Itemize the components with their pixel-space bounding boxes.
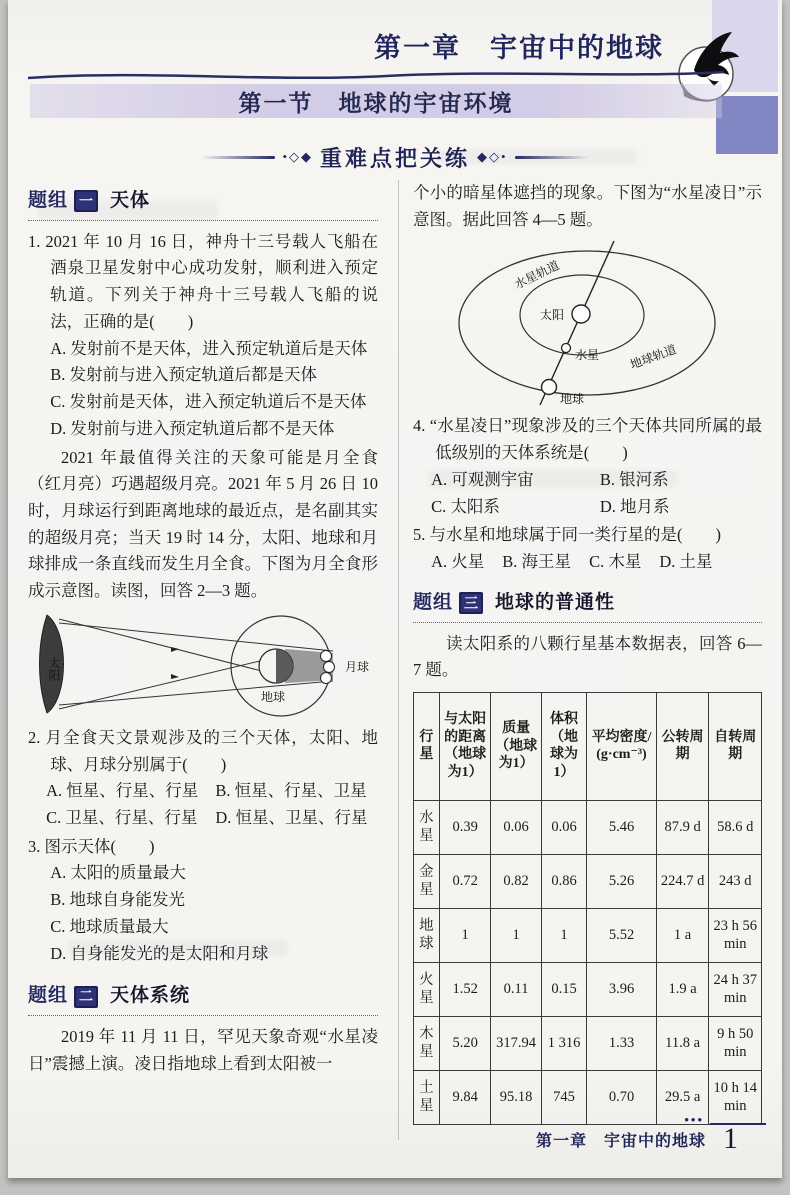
question-5-option-a: A. 火星 [431,552,485,572]
cell: 0.39 [439,800,491,854]
mercury-circle [562,344,571,353]
cell: 1 a [656,908,709,962]
group-header-1 [28,186,378,221]
question-3-option-c: C. 地球质量最大 [50,916,169,936]
group-number-badge: 一 [74,190,98,212]
eclipse-intro-paragraph: 2021 年最值得关注的天象可能是月全食（红月亮）巧遇超级月亮。2021 年 5 月 26 日 10 时，月球运行到距离地球的最近点，是名副其实的超级月亮；当天 19 时 14 分，太阳、地球和月球排成一条直线而发生月全食。下图为月全食形成示意图。读图，回答 2—3 题。 [28,447,378,601]
cell: 土星 [413,1070,439,1124]
col-header-density: 平均密度/ (g·cm⁻³) [587,692,656,800]
group-header-3 [413,588,762,623]
group-prefix: 题组 [412,591,453,613]
cell: 5.20 [439,1016,491,1070]
group-prefix: 题组 [28,985,69,1007]
group-title: 地球的普通性 [495,591,616,613]
cell: 745 [541,1070,587,1124]
footer-chapter: 第一章 宇宙中的地球 [535,1133,706,1150]
page-footer [346,1114,766,1162]
question-1: 1. 2021 年 10 月 16 日，神舟十三号载人飞船在酒泉卫星发射中心成功发射，顺利进入预定轨道。下列关于神舟十三号载人飞船的说法，正确的是( ) [28,231,378,331]
question-3-option-a: A. 太阳的质量最大 [50,863,186,883]
transit-intro-paragraph-right: 个小的暗星体遮挡的现象。下图为“水星凌日”示意图。据此回答 4—5 题。 [412,183,762,229]
question-5-option-d: D. 土星 [659,552,713,572]
cell: 1.9 a [656,962,709,1016]
content-columns [28,180,762,1140]
cell: 1 [491,908,541,962]
col-header-mass: 质量（地球为1） [491,692,541,800]
cell: 1 [439,908,491,962]
section-title-banner [30,84,722,118]
table-row-earth [413,908,761,962]
question-4-option-c: C. 太阳系 [431,496,500,516]
question-2: 2. 月全食天文景观涉及的三个天体，太阳、地球、月球分别属于( ) [28,727,378,774]
left-column [28,180,378,1140]
earth-label: 地球 [260,689,285,704]
question-1-option-b: B. 发射前与进入预定轨道后都是天体 [50,365,318,385]
group-number-badge: 三 [459,592,483,614]
cell: 1.52 [439,962,491,1016]
cell: 0.15 [541,962,587,1016]
question-3-option-d: D. 自身能发光的是太阳和月球 [50,943,269,963]
question-5-option-b: B. 海王星 [502,552,572,572]
diamond-ornament-right: ◆◇• [477,149,508,164]
mercury-transit-diagram [432,237,742,409]
col-header-orbital-period: 公转周期 [656,692,709,800]
cell: 10 h 14 min [709,1070,762,1124]
sun-label: 太阳 [540,308,565,323]
cell: 金星 [413,854,439,908]
cell: 224.7 d [656,854,709,908]
question-5: 5. 与水星和地球属于同一类行星的是( ) [412,525,721,545]
footer-dots: ••• [684,1112,704,1127]
cell: 1 316 [541,1016,587,1070]
cell: 0.82 [491,854,541,908]
group-number-badge: 二 [74,986,98,1008]
mercury-label: 水星 [575,348,600,363]
table-intro-paragraph: 读太阳系的八颗行星基本数据表，回答 6—7 题。 [412,633,762,680]
divider-line [201,156,275,159]
chapter-title: 第一章 宇宙中的地球 [374,33,664,63]
cell: 0.86 [541,854,587,908]
cell: 1.33 [587,1016,656,1070]
lunar-eclipse-diagram [33,609,373,721]
question-2-option-d: D. 恒星、卫星、行星 [215,807,368,827]
moon-label: 月球 [344,659,369,674]
moon-position-bottom [320,672,331,683]
question-2-option-b: B. 恒星、行星、卫星 [215,781,367,801]
question-4-option-b: B. 银河系 [599,469,669,489]
cell: 24 h 37 min [709,962,762,1016]
cell: 木星 [413,1016,439,1070]
question-4-option-a: A. 可观测宇宙 [431,469,534,489]
section-title: 第一节 地球的宇宙环境 [238,89,514,116]
cell: 23 h 56 min [709,908,762,962]
workbook-page [8,0,782,1178]
mercury-orbit-label: 水星轨道 [512,258,562,293]
practice-heading-text: 重难点把关练 [319,145,470,171]
cell: 3.96 [587,962,656,1016]
col-header-planet: 行星 [413,692,439,800]
question-4-option-d: D. 地月系 [599,496,670,516]
diamond-ornament-left: •◇◆ [282,149,313,164]
question-2-option-c: C. 卫星、行星、行星 [46,807,198,827]
cell: 11.8 a [656,1016,709,1070]
cell: 29.5 a [656,1070,709,1124]
cell: 95.18 [491,1070,541,1124]
question-5-option-c: C. 木星 [589,552,642,572]
cell: 水星 [413,800,439,854]
transit-intro-paragraph-left: 2019 年 11 月 11 日，罕见天象奇观“水星凌日”震撼上演。凌日指地球上看到太阳被一 [28,1027,378,1073]
question-2-options [28,778,378,831]
cell: 9.84 [439,1070,491,1124]
cell: 317.94 [491,1016,541,1070]
cell: 58.6 d [709,800,762,854]
cell: 地球 [413,908,439,962]
question-1-option-a: A. 发射前不是天体，进入预定轨道后是天体 [50,338,368,358]
question-1-option-d: D. 发射前与进入预定轨道后都不是天体 [50,418,335,438]
table-row-venus [413,854,761,908]
question-4-options [413,467,762,520]
group-title: 天体 [110,190,151,211]
earth-circle [542,380,557,395]
cell: 0.06 [491,800,541,854]
cell: 5.26 [587,854,656,908]
col-header-volume: 体积（地球为1） [541,692,587,800]
group-header-2 [28,981,378,1016]
cell: 9 h 50 min [709,1016,762,1070]
question-1-option-c: C. 发射前是天体，进入预定轨道后不是天体 [50,392,367,412]
cell: 0.70 [587,1070,656,1124]
question-2-option-a: A. 恒星、行星、行星 [46,781,199,801]
moon-position-middle [323,661,334,672]
question-4: 4. “水星凌日”现象涉及的三个天体共同所属的最低级别的天体系统是( ) [412,416,762,463]
cell: 0.72 [439,854,491,908]
cell: 1 [541,908,587,962]
practice-heading [8,142,782,172]
divider-line [515,156,589,159]
table-row-mars [413,962,761,1016]
cell: 5.52 [587,908,656,962]
cell: 243 d [709,854,762,908]
earth-orbit-label: 地球轨道 [628,342,679,373]
group-title: 天体系统 [110,985,191,1007]
moon-position-top [320,650,331,661]
earth-label: 地球 [560,392,585,407]
right-column [398,180,762,1140]
cell: 0.06 [541,800,587,854]
col-header-distance: 与太阳的距离（地球为1） [439,692,491,800]
cell: 87.9 d [656,800,709,854]
sun-label: 太阳 [46,656,61,681]
page-number: 1 [723,1122,738,1155]
cell: 火星 [413,962,439,1016]
table-header-row [413,692,761,800]
col-header-rotation-period: 自转周期 [709,692,762,800]
planet-data-table [413,692,762,1125]
group-prefix: 题组 [28,190,69,211]
cell: 5.46 [587,800,656,854]
table-row-jupiter [413,1016,761,1070]
sun-circle [572,305,590,323]
table-row-mercury [413,800,761,854]
question-3-option-b: B. 地球自身能发光 [50,890,186,910]
question-5-options [413,549,762,576]
cell: 0.11 [491,962,541,1016]
footer-rule [710,1123,766,1125]
earth-orbit-ellipse [459,251,715,395]
question-3: 3. 图示天体( ) [28,836,155,856]
